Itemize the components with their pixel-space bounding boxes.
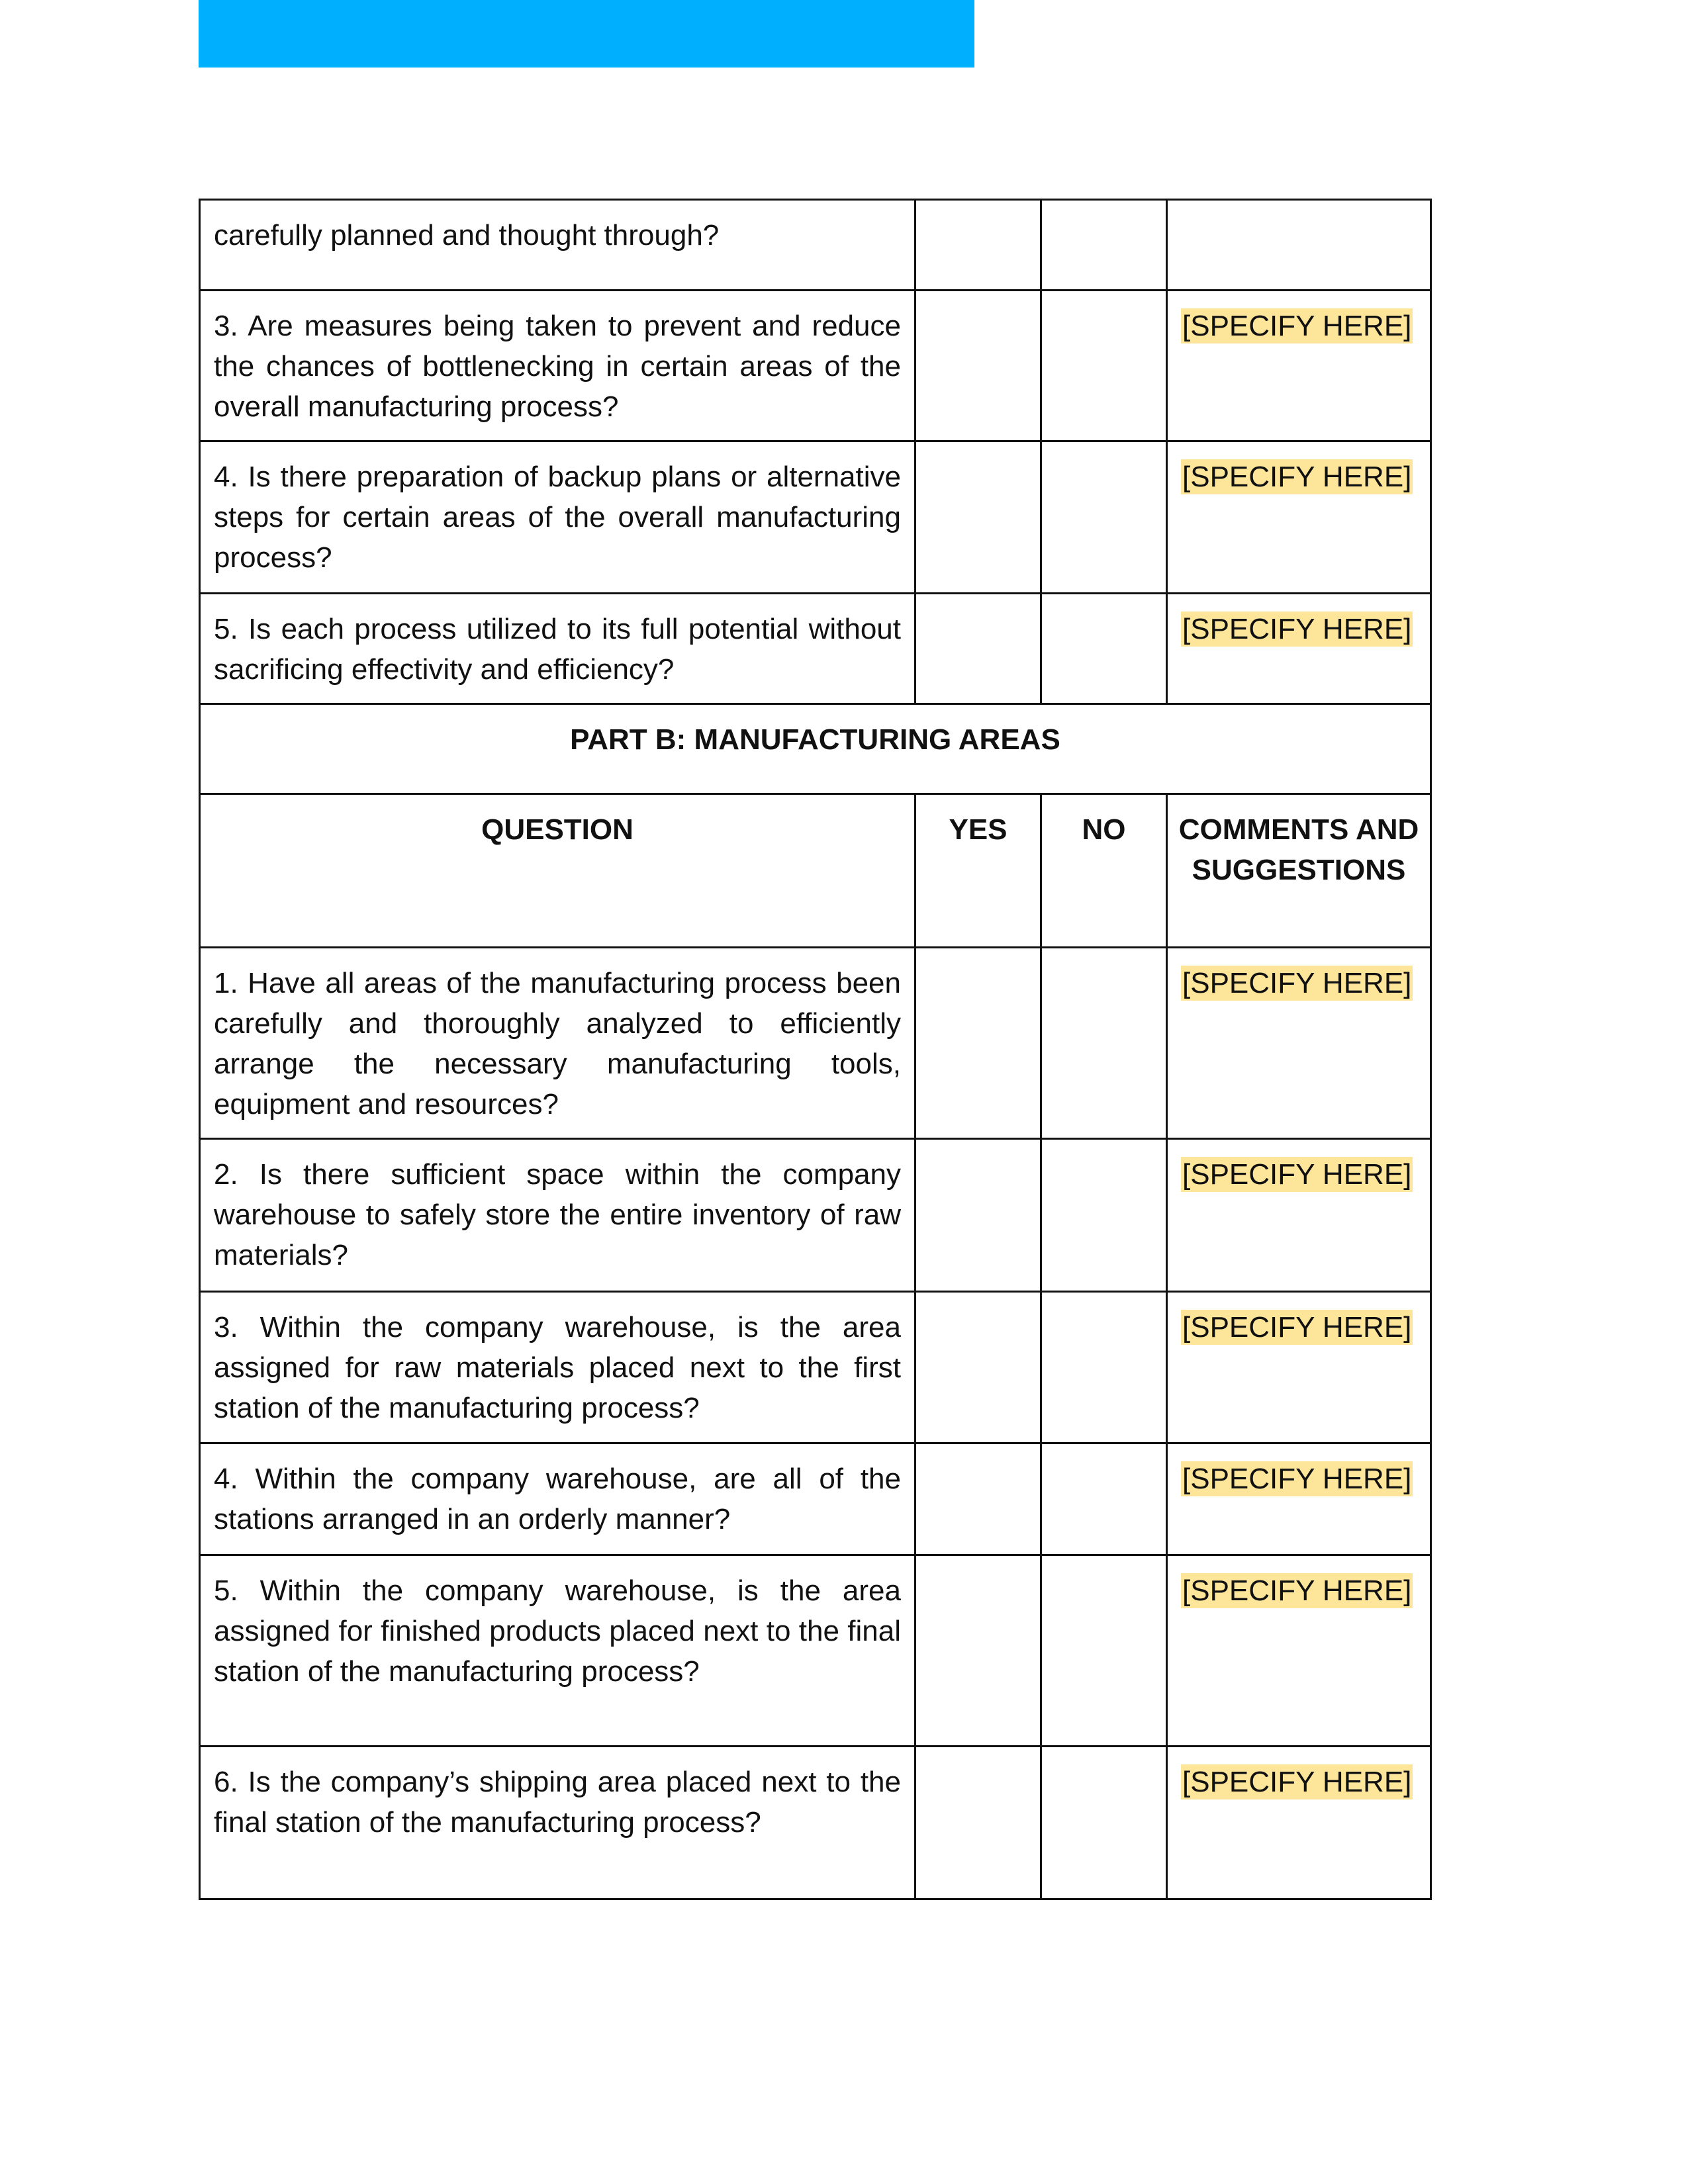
specify-placeholder: [SPECIFY HERE]: [1182, 1311, 1412, 1343]
question-cell: 1. Have all areas of the manufacturing process been carefully and thoroughly analyzed to efficiently arrange the necessary manufacturing tools, equipment and resources?: [200, 948, 915, 1139]
question-cell: 6. Is the company’s shipping area placed next to the final station of the manufacturing process?: [200, 1747, 915, 1899]
specify-placeholder: [SPECIFY HERE]: [1182, 1463, 1412, 1495]
table-row: [200, 1443, 1431, 1555]
table-row: [200, 1747, 1431, 1899]
specify-placeholder: [SPECIFY HERE]: [1182, 1766, 1412, 1798]
specify-placeholder: [SPECIFY HERE]: [1182, 1158, 1412, 1191]
table-row: [200, 1555, 1431, 1747]
comment-cell[interactable]: [1167, 1292, 1431, 1443]
yes-cell[interactable]: [915, 441, 1041, 594]
no-cell[interactable]: [1041, 948, 1167, 1139]
table-row: [200, 594, 1431, 704]
specify-placeholder: [SPECIFY HERE]: [1182, 1574, 1412, 1607]
header-color-bar: [199, 0, 974, 68]
comment-cell[interactable]: [1167, 441, 1431, 594]
yes-cell[interactable]: [915, 1292, 1041, 1443]
comment-cell[interactable]: [1167, 291, 1431, 441]
question-cell: 4. Is there preparation of backup plans or alternative steps for certain areas of the overall manufacturing process?: [200, 441, 915, 594]
no-cell[interactable]: [1041, 1292, 1167, 1443]
question-column-header: QUESTION: [200, 794, 915, 948]
specify-placeholder: [SPECIFY HERE]: [1182, 461, 1412, 493]
question-cell: 5. Is each process utilized to its full potential without sacrificing effectivity and efficiency?: [200, 594, 915, 704]
table-row: [200, 441, 1431, 594]
yes-cell[interactable]: [915, 1139, 1041, 1292]
comment-cell[interactable]: [1167, 594, 1431, 704]
comment-cell[interactable]: [1167, 1443, 1431, 1555]
no-cell[interactable]: [1041, 1443, 1167, 1555]
question-cell: 2. Is there sufficient space within the company warehouse to safely store the entire inventory of raw materials?: [200, 1139, 915, 1292]
no-column-header: NO: [1041, 794, 1167, 948]
table-row: [200, 200, 1431, 291]
comment-cell[interactable]: [1167, 1555, 1431, 1747]
specify-placeholder: [SPECIFY HERE]: [1182, 310, 1412, 342]
yes-column-header: YES: [915, 794, 1041, 948]
question-cell: 4. Within the company warehouse, are all of the stations arranged in an orderly manner?: [200, 1443, 915, 1555]
section-title-row: [200, 704, 1431, 794]
comments-column-header: COMMENTS AND SUGGESTIONS: [1167, 794, 1431, 948]
no-cell[interactable]: [1041, 1747, 1167, 1899]
no-cell[interactable]: [1041, 441, 1167, 594]
table-row: [200, 1139, 1431, 1292]
specify-placeholder: [SPECIFY HERE]: [1182, 967, 1412, 999]
no-cell[interactable]: [1041, 1555, 1167, 1747]
yes-cell[interactable]: [915, 594, 1041, 704]
no-cell[interactable]: [1041, 291, 1167, 441]
table-row: [200, 291, 1431, 441]
comment-cell[interactable]: [1167, 1747, 1431, 1899]
yes-cell[interactable]: [915, 1555, 1041, 1747]
no-cell[interactable]: [1041, 1139, 1167, 1292]
yes-cell[interactable]: [915, 291, 1041, 441]
question-cell: 3. Within the company warehouse, is the area assigned for raw materials placed next to the first station of the manufacturing process?: [200, 1292, 915, 1443]
comment-cell[interactable]: [1167, 948, 1431, 1139]
question-cell: carefully planned and thought through?: [200, 200, 915, 291]
comment-cell[interactable]: [1167, 200, 1431, 291]
yes-cell[interactable]: [915, 1747, 1041, 1899]
manufacturing-checklist-table: [199, 199, 1432, 1900]
no-cell[interactable]: [1041, 200, 1167, 291]
yes-cell[interactable]: [915, 948, 1041, 1139]
question-cell: 3. Are measures being taken to prevent and reduce the chances of bottlenecking in certain areas of the overall manufacturing process?: [200, 291, 915, 441]
comment-cell[interactable]: [1167, 1139, 1431, 1292]
part-b-title: PART B: MANUFACTURING AREAS: [200, 704, 1431, 794]
yes-cell[interactable]: [915, 1443, 1041, 1555]
table-row: [200, 1292, 1431, 1443]
no-cell[interactable]: [1041, 594, 1167, 704]
yes-cell[interactable]: [915, 200, 1041, 291]
header-row: [200, 794, 1431, 948]
question-cell: 5. Within the company warehouse, is the area assigned for finished products placed next to the final station of the manufacturing process?: [200, 1555, 915, 1747]
specify-placeholder: [SPECIFY HERE]: [1182, 613, 1412, 645]
table-row: [200, 948, 1431, 1139]
